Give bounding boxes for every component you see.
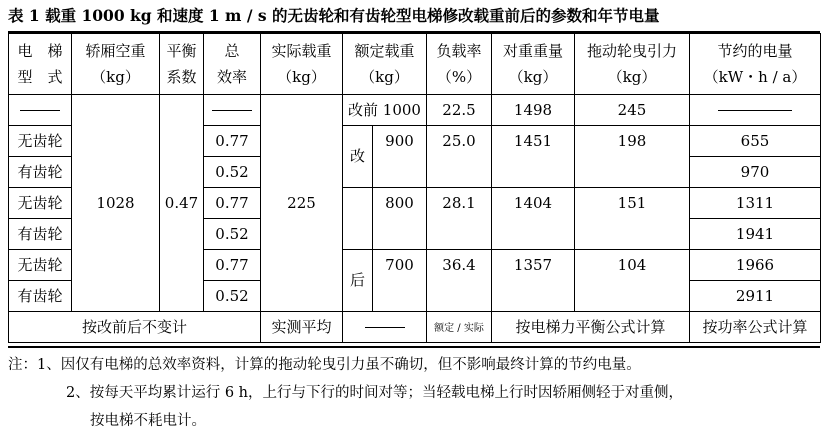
balance-value: 0.47	[160, 95, 204, 312]
parameters-table	[8, 33, 821, 343]
type-geared: 有齿轮	[9, 281, 72, 312]
empty-cell	[492, 157, 575, 188]
empty-cell	[427, 219, 492, 250]
footer-power-formula: 按功率公式计算	[690, 312, 821, 343]
before-rated-load: 改前 1000	[343, 95, 427, 126]
empty-cell	[492, 281, 575, 312]
footer-measured: 实测平均	[261, 312, 343, 343]
g3-counterweight: 1357	[492, 250, 575, 281]
empty-cell	[343, 188, 373, 250]
empty-cell	[575, 157, 690, 188]
header-actual-load: 实际载重 （kg）	[261, 34, 343, 95]
footer-rated-note: 额定 / 实际	[427, 312, 492, 343]
type-geared: 有齿轮	[9, 219, 72, 250]
g3-load-rate: 36.4	[427, 250, 492, 281]
saving-value: 2911	[690, 281, 821, 312]
table-notes	[8, 351, 824, 435]
actual-load-value: 225	[261, 95, 343, 312]
g2-counterweight: 1404	[492, 188, 575, 219]
after-label-hou: 后	[343, 250, 373, 312]
header-efficiency: 总 效率	[204, 34, 261, 95]
efficiency-gearless: 0.77	[204, 250, 261, 281]
empty-cell	[575, 281, 690, 312]
empty-cell	[373, 219, 427, 250]
before-counterweight: 1498	[492, 95, 575, 126]
g3-rated-load: 700	[373, 250, 427, 281]
footer-unchanged: 按改前后不变计	[9, 312, 261, 343]
note-2-continued: 按电梯不耗电计。	[90, 413, 206, 429]
type-gearless: 无齿轮	[9, 126, 72, 157]
efficiency-geared: 0.52	[204, 157, 261, 188]
type-gearless: 无齿轮	[9, 250, 72, 281]
header-energy-saving: 节约的电量 （kW・h / a）	[690, 34, 821, 95]
empty-cell	[427, 281, 492, 312]
saving-value: 655	[690, 126, 821, 157]
empty-cell	[373, 281, 427, 312]
table-bottom-rule	[8, 346, 820, 348]
efficiency-geared: 0.52	[204, 281, 261, 312]
dash-cell	[204, 95, 261, 126]
g1-counterweight: 1451	[492, 126, 575, 157]
before-load-rate: 22.5	[427, 95, 492, 126]
empty-cell	[427, 157, 492, 188]
header-counterweight: 对重重量 （kg）	[492, 34, 575, 95]
g1-rated-load: 900	[373, 126, 427, 157]
header-traction: 拖动轮曳引力 （kg）	[575, 34, 690, 95]
before-traction: 245	[575, 95, 690, 126]
header-balance: 平衡 系数	[160, 34, 204, 95]
dash-cell	[690, 95, 821, 126]
type-geared: 有齿轮	[9, 157, 72, 188]
g1-load-rate: 25.0	[427, 126, 492, 157]
saving-value: 970	[690, 157, 821, 188]
efficiency-gearless: 0.77	[204, 126, 261, 157]
g2-load-rate: 28.1	[427, 188, 492, 219]
note-1: 注：1、因仅有电梯的总效率资料，计算的拖动轮曳引力虽不确切，但不影响最终计算的节约电量。	[8, 357, 641, 373]
g3-traction: 104	[575, 250, 690, 281]
g2-rated-load: 800	[373, 188, 427, 219]
after-label-gai: 改	[343, 126, 373, 188]
efficiency-gearless: 0.77	[204, 188, 261, 219]
type-gearless: 无齿轮	[9, 188, 72, 219]
header-rated-load: 额定载重 （kg）	[343, 34, 427, 95]
empty-cell	[492, 219, 575, 250]
header-car-weight: 轿厢空重 （kg）	[72, 34, 160, 95]
saving-value: 1941	[690, 219, 821, 250]
footer-row	[9, 312, 821, 343]
car-weight-value: 1028	[72, 95, 160, 312]
empty-cell	[373, 157, 427, 188]
note-2: 2、按每天平均累计运行 6 h，上行与下行的时间对等；当轻载电梯上行时因轿厢侧轻于对重侧，	[66, 385, 684, 401]
dash-cell	[343, 312, 427, 343]
g1-traction: 198	[575, 126, 690, 157]
efficiency-geared: 0.52	[204, 219, 261, 250]
g2-traction: 151	[575, 188, 690, 219]
header-load-rate: 负载率 （%）	[427, 34, 492, 95]
saving-value: 1966	[690, 250, 821, 281]
dash-cell	[9, 95, 72, 126]
table-row	[9, 95, 821, 126]
header-row	[9, 34, 821, 95]
saving-value: 1311	[690, 188, 821, 219]
empty-cell	[575, 219, 690, 250]
header-elevator-type: 电 梯 型 式	[9, 34, 72, 95]
table-title: 表 1 载重 1000 kg 和速度 1 m / s 的无齿轮和有齿轮型电梯修改载重前后的参数和年节电量	[8, 6, 660, 25]
footer-cw-formula: 按电梯力平衡公式计算	[492, 312, 690, 343]
